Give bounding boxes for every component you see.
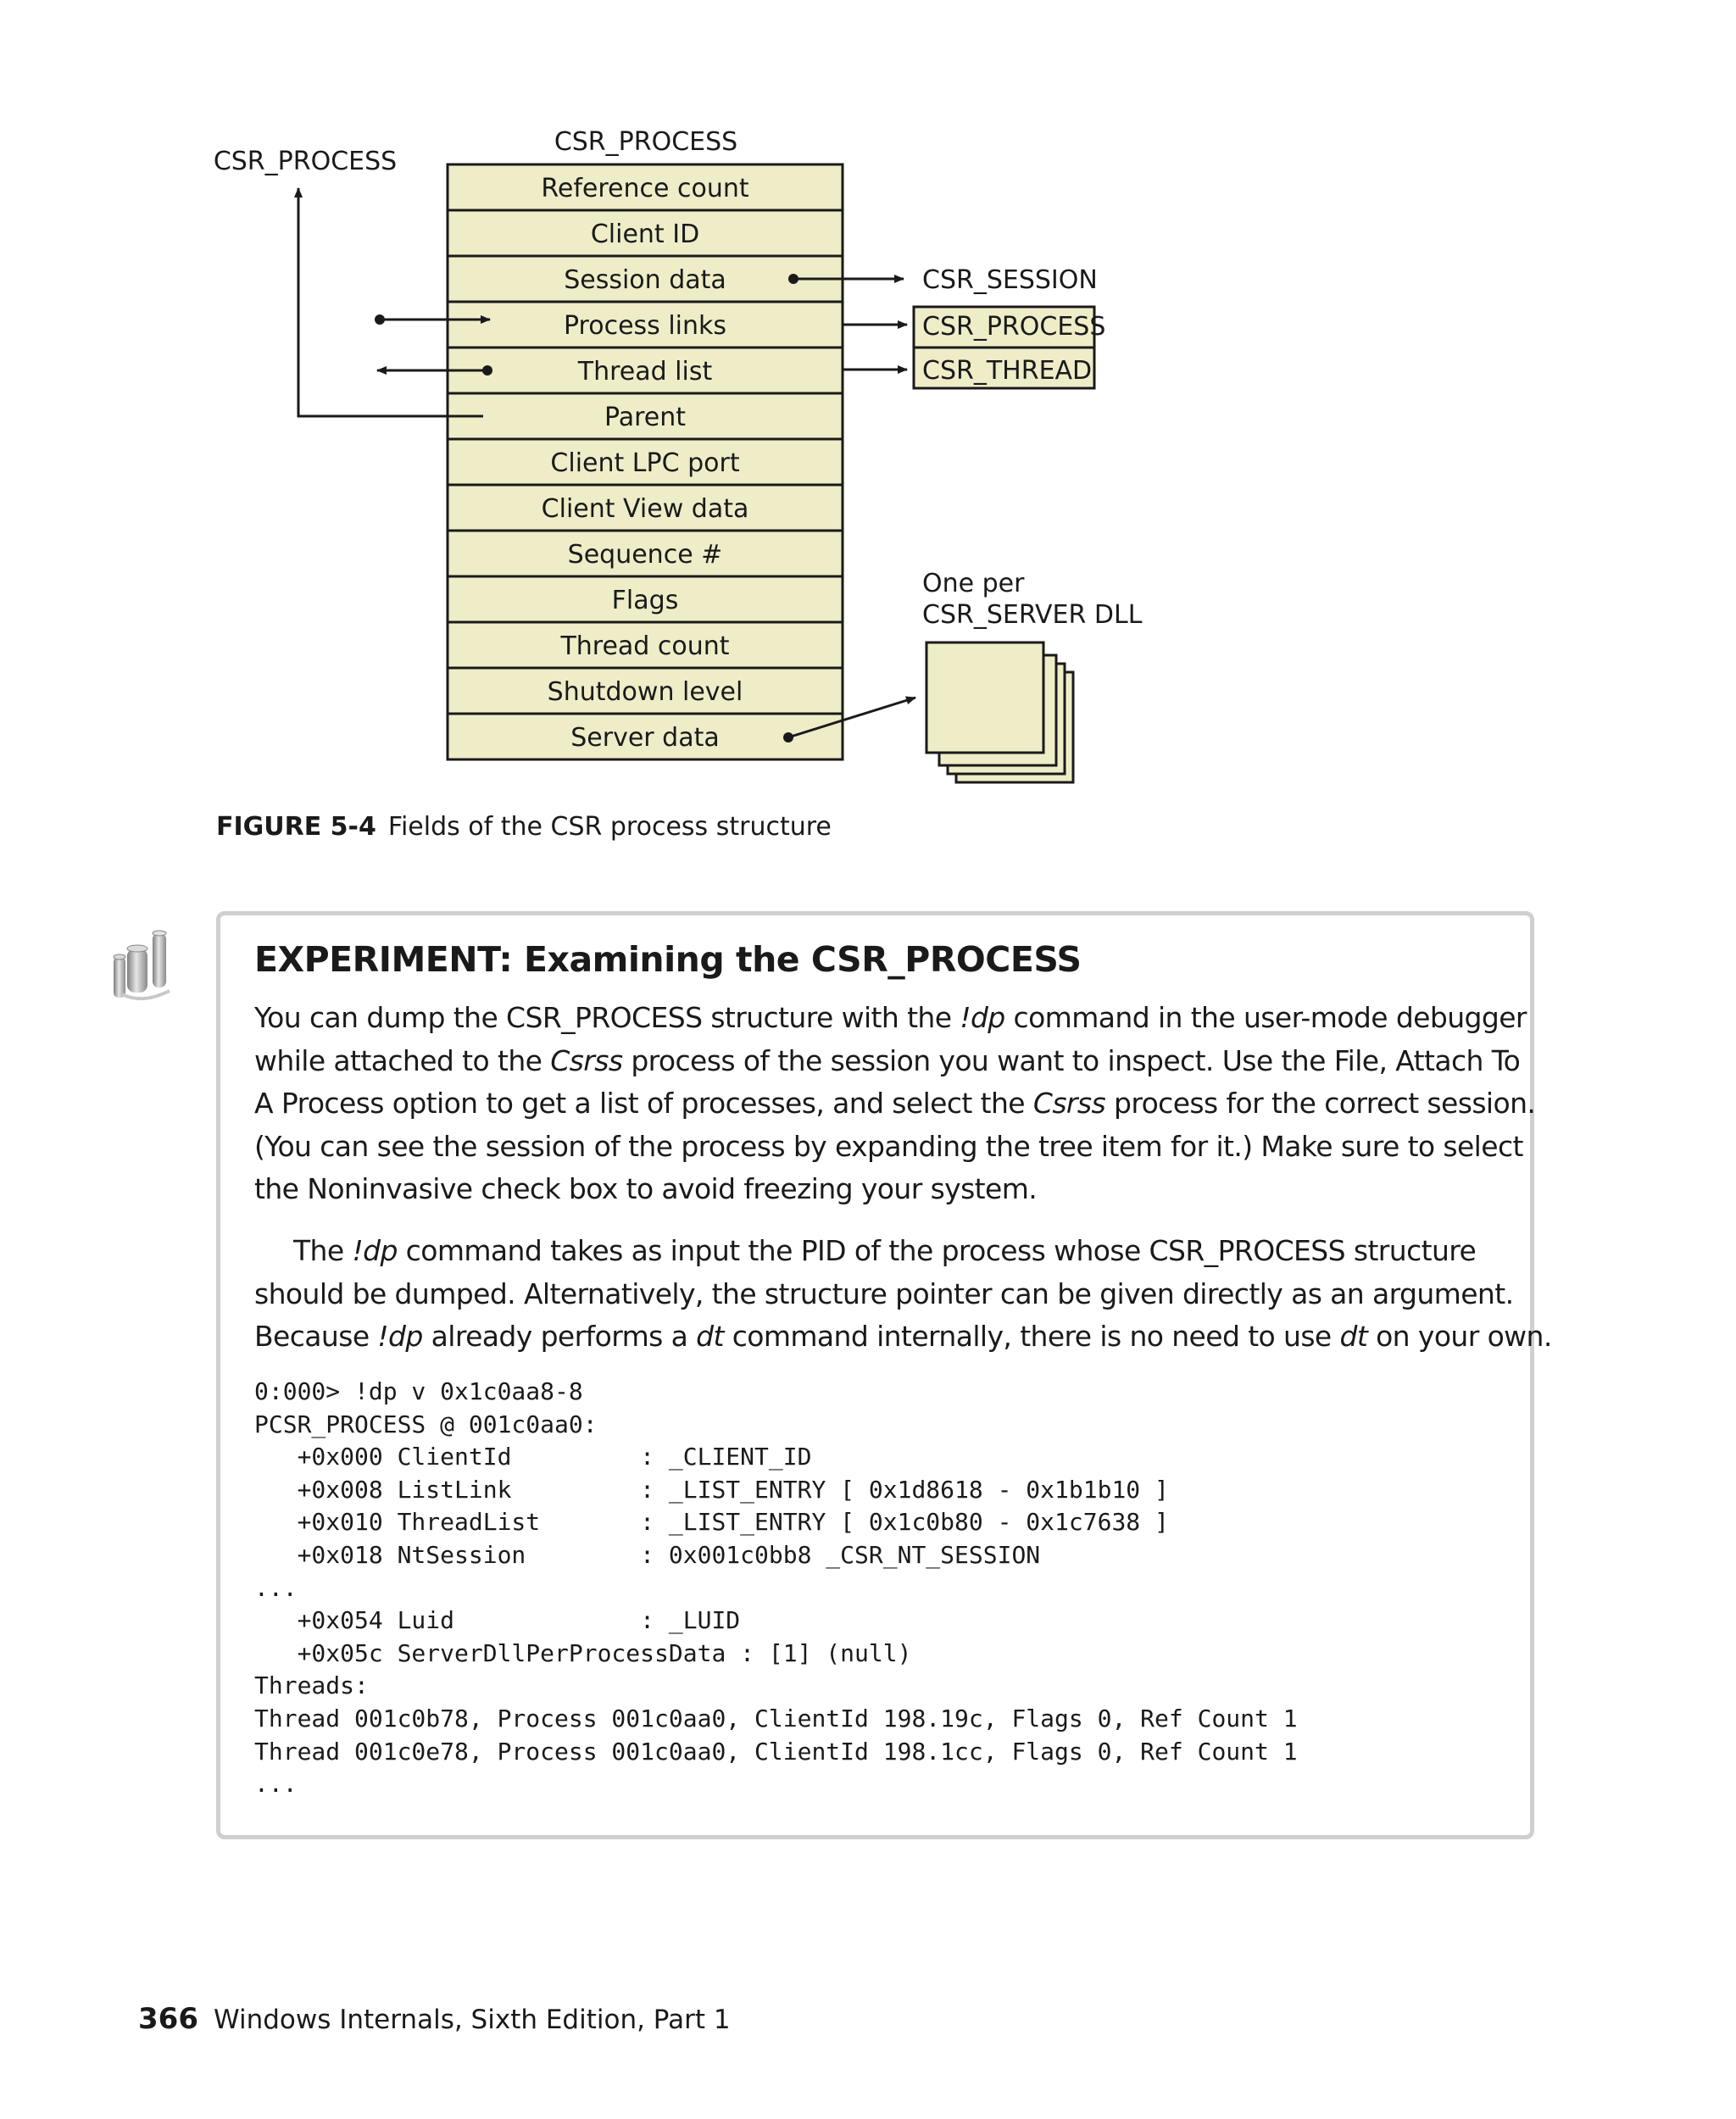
- process-csrss: Csrss: [550, 1043, 623, 1077]
- figure-label: FIGURE 5-4: [216, 812, 376, 842]
- book-title: Windows Internals, Sixth Edition, Part 1: [213, 2005, 731, 2035]
- command-dt: dt: [1339, 1320, 1368, 1353]
- parent-target-label: CSR_PROCESS: [213, 147, 398, 176]
- field-label-shutdown-level: Shutdown level: [547, 677, 743, 707]
- command-dp: !dp: [960, 1001, 1005, 1034]
- field-label-thread-list: Thread list: [577, 357, 713, 387]
- field-label-client-id: Client ID: [590, 220, 700, 249]
- field-label-process-links: Process links: [563, 311, 727, 341]
- lab-beakers-icon: [108, 926, 181, 1003]
- experiment-title: EXPERIMENT: Examining the CSR_PROCESS: [254, 939, 1082, 980]
- field-label-thread-count: Thread count: [560, 631, 730, 661]
- field-label-client-lpc-port: Client LPC port: [550, 448, 740, 478]
- field-rows: [448, 164, 843, 759]
- figure-caption: [216, 812, 832, 842]
- experiment-paragraph-2: The !dp command takes as input the PID of the process whose CSR_PROCESS structure should be dumped. Alternatively, the structure pointer can be given directly as an argument. Because !dp already performs a dt command internally, there is no need to use dt on your own.: [254, 1234, 1552, 1353]
- debugger-output-code: 0:000> !dp v 0x1c0aa8-8 PCSR_PROCESS @ 001c0aa0: +0x000 ClientId : _CLIENT_ID +0x008 ListLink : _LIST_ENTRY [ 0x1d8618 - 0x1b1b10 ] +0x010 ThreadList : _LIST_ENTRY [ 0x1c0b80 - 0x1c7638 ] +0x018 NtSession : 0x001c0bb8 _CSR_NT_SESSION ... +0x054 Luid : _LUID +0x05c ServerDllPerProcessData : [1] (null) Threads: Thread 001c0b78, Process 001c0aa0, ClientId 198.19c, Flags 0, Ref Count 1 Thread 001c0e78, Process 001c0aa0, ClientId 198.1cc, Flags 0, Ref Count 1 ...: [254, 1377, 1298, 1799]
- field-label-flags: Flags: [611, 586, 679, 615]
- command-dp: !dp: [352, 1234, 398, 1267]
- server-dll-stack: [926, 642, 1073, 782]
- figure-caption-text: Fields of the CSR process structure: [387, 812, 832, 842]
- csr-process-figure: [0, 0, 1736, 848]
- server-dll-note-line2: CSR_SERVER DLL: [922, 600, 1143, 630]
- experiment-paragraph-1: You can dump the CSR_PROCESS structure with the !dp command in the user-mode debugger while attached to the Csrss process of the session you want to inspect. Use the File, Attach To A Process option to get a list of processes, and select the Csrss process for the correct session. (You can see the session of the process by expanding the tree item for it.) Make sure to select the Noninvasive check box to avoid freezing your system.: [254, 1001, 1536, 1205]
- server-dll-note-line1: One per: [922, 569, 1025, 598]
- field-label-sequence: Sequence #: [567, 540, 723, 570]
- command-dt: dt: [696, 1320, 724, 1353]
- process-csrss: Csrss: [1032, 1087, 1106, 1120]
- field-label-server-data: Server data: [570, 723, 720, 753]
- page-footer: [138, 2002, 731, 2036]
- field-label-session-data: Session data: [564, 265, 726, 295]
- struct-title: CSR_PROCESS: [554, 127, 738, 157]
- field-label-reference-count: Reference count: [541, 174, 749, 203]
- csr-process-target-label: CSR_PROCESS: [922, 312, 1106, 342]
- field-label-parent: Parent: [604, 403, 687, 432]
- page-number: 366: [138, 2002, 198, 2036]
- csr-thread-target-label: CSR_THREAD: [922, 356, 1093, 386]
- csr-session-label: CSR_SESSION: [922, 265, 1098, 295]
- command-dp: !dp: [377, 1320, 423, 1353]
- field-label-client-view-data: Client View data: [541, 494, 749, 524]
